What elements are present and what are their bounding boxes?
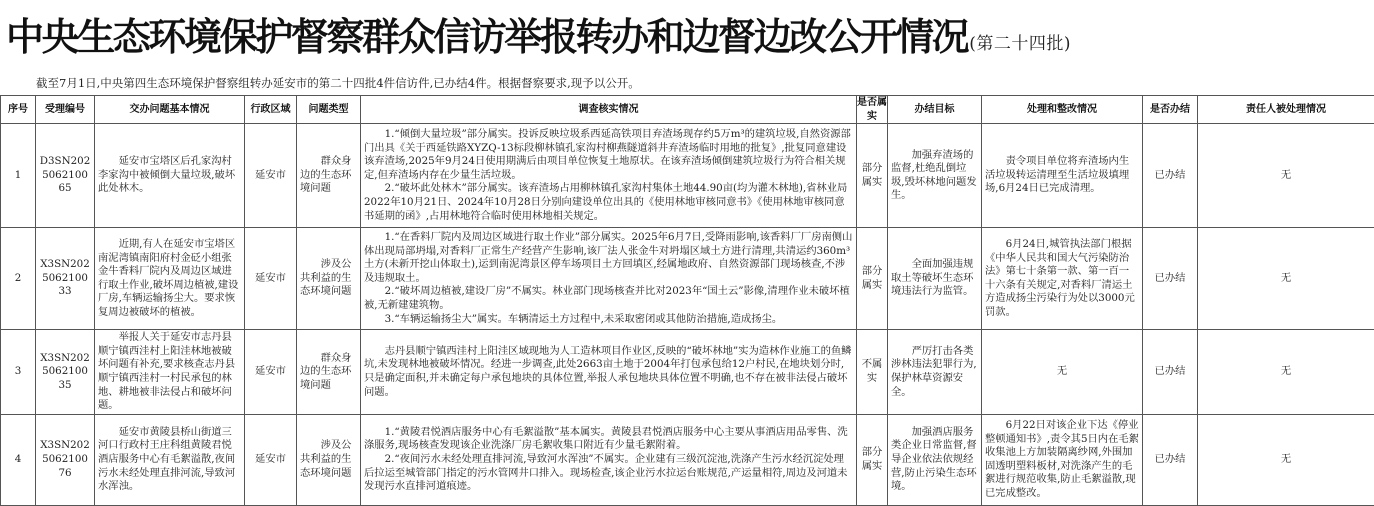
table-row [1,228,1374,330]
col-header-accountability: 责任人被处理情况 [1198,96,1374,124]
cell-findings [361,414,857,505]
cell-no: 2 [1,228,36,330]
col-header-region: 行政区域 [245,96,297,124]
finding-paragraph: 3.“车辆运输扬尘大”属实。车辆清运土方过程中,未采取密闭或其他防治措施,造成扬尘。 [364,313,853,327]
cell-handling: 无 [982,330,1143,415]
cell-no: 3 [1,330,36,415]
table-row [1,124,1374,228]
finding-paragraph: 2.“破坏此处林木”部分属实。该弃渣场占用柳林镇孔家沟村集体土地44.90亩(均为灌木林地),省林业局2022年10月21日、2024年10月28日分别向建设单位出具的《使用林地审核同意书》《使用林地审核同意书延期的函》,占用林地符合临时使用林地相关规定。 [364,182,853,223]
finding-paragraph: 1.“在香料厂院内及周边区域进行取土作业”部分属实。2025年6月7日,受降雨影响,该香料厂厂房南侧山体出现局部坍塌,对香料厂正常生产经营产生影响,该厂法人张金牛对坍塌区域土方进行清理,共清运约360m³土方(未新开挖山体取土),运到南泥湾景区停车场项目土方回填区,经属地政府、自然资源部门现场核查,不涉及违规取土。 [364,231,853,285]
cell-completed: 已办结 [1143,228,1198,330]
table-header-row [1,96,1374,124]
cell-accountability: 无 [1198,228,1374,330]
cell-completed: 已办结 [1143,414,1198,505]
cell-issue: 近期,有人在延安市宝塔区南泥湾镇南阳府村金砭小组张金牛香料厂院内及周边区域进行取土作业,破坏周边植被,建设厂房,车辆运输扬尘大。要求恢复周边被破坏的植被。 [95,228,245,330]
cell-goal: 严厉打击各类涉林违法犯罪行为,保护林草资源安全。 [888,330,982,415]
cell-findings [361,228,857,330]
intro-paragraph: 截至7月1日,中央第四生态环境保护督察组转办延安市的第二十四批4件信访件,已办结4件。根据督察要求,现予以公开。 [0,68,1374,95]
col-header-issue: 交办问题基本情况 [95,96,245,124]
cell-is-true: 不属实 [857,330,888,415]
finding-paragraph: 1.“黄陵君悦酒店服务中心有毛絮溢散”基本属实。黄陵县君悦酒店服务中心主要从事酒店用品零售、洗涤服务,现场核查发现该企业洗涤厂房毛絮收集口附近有少量毛絮附着。 [364,426,853,453]
cell-is-true: 部分属实 [857,228,888,330]
cell-region: 延安市 [245,124,297,228]
col-header-handling: 处理和整改情况 [982,96,1143,124]
cell-accountability: 无 [1198,330,1374,415]
table-row [1,330,1374,415]
cell-id: D3SN202506210065 [36,124,95,228]
cell-issue: 延安市黄陵县桥山街道三河口行政村王庄科组黄陵君悦酒店服务中心有毛絮溢散,夜间污水未经处理直排河流,导致河水浑浊。 [95,414,245,505]
cell-handling: 6月22日对该企业下达《停业整顿通知书》,责令其5日内在毛絮收集池上方加装隔离纱网,外围加固透明塑料板材,对洗涤产生的毛絮进行规范收集,防止毛絮溢散,现已完成整改。 [982,414,1143,505]
cell-id: X3SN202506210035 [36,330,95,415]
finding-paragraph: 志丹县顺宁镇西洼村上阳洼区域现地为人工造林项目作业区,反映的“破坏林地”实为造林作业施工的鱼鳞坑,未发现林地被破坏情况。经进一步调查,此处2663亩土地于2004年打包承包给12户村民,在地块划分时,只是确定面积,并未确定每户承包地块的具体位置,举报人承包地块具体位置不明确,也不存在被非法侵占破坏问题。 [364,345,853,399]
col-header-no: 序号 [1,96,36,124]
cell-accountability: 无 [1198,414,1374,505]
cell-handling: 6月24日,城管执法部门根据《中华人民共和国大气污染防治法》第七十条第一款、第一百一十六条有关规定,对香料厂清运土方造成扬尘污染行为处以3000元罚款。 [982,228,1143,330]
cell-issue: 延安市宝塔区后孔家沟村李家沟中被倾倒大量垃圾,破坏此处林木。 [95,124,245,228]
finding-paragraph: 2.“夜间污水未经处理直排河流,导致河水浑浊”不属实。企业建有三级沉淀池,洗涤产生污水经沉淀处理后拉运至城管部门指定的污水管网井口排入。现场检查,该企业污水拉运台账规范,产运量相符,周边及河道未发现污水直排河道痕迹。 [364,453,853,494]
cell-id: X3SN202506210033 [36,228,95,330]
cell-findings [361,330,857,415]
cell-is-true: 部分属实 [857,124,888,228]
finding-paragraph: 2.“破坏周边植被,建设厂房”不属实。林业部门现场核查并比对2023年“国土云”影像,清理作业未破坏植被,无新建建筑物。 [364,285,853,312]
cell-type: 涉及公共利益的生态环境问题 [297,414,361,505]
col-header-id: 受理编号 [36,96,95,124]
cell-goal: 加强酒店服务类企业日常监督,督导企业依法依规经营,防止污染生态环境。 [888,414,982,505]
col-header-goal: 办结目标 [888,96,982,124]
col-header-findings: 调查核实情况 [361,96,857,124]
cell-handling: 责令项目单位将弃渣场内生活垃圾转运清理至生活垃圾填埋场,6月24日已完成清理。 [982,124,1143,228]
cell-region: 延安市 [245,414,297,505]
page-subtitle: (第二十四批) [969,24,1071,64]
cell-completed: 已办结 [1143,124,1198,228]
page-title: 中央生态环境保护督察群众信访举报转办和边督边改公开情况 [6,10,967,64]
cell-accountability: 无 [1198,124,1374,228]
cell-id: X3SN202506210076 [36,414,95,505]
cell-type: 群众身边的生态环境问题 [297,330,361,415]
cell-goal: 全面加强违规取土等破坏生态环境违法行为监管。 [888,228,982,330]
col-header-is-true: 是否属实 [857,96,888,124]
finding-paragraph: 1.“倾倒大量垃圾”部分属实。投诉反映垃圾系西延高铁项目弃渣场现存约5万m³的建筑垃圾,自然资源部门出具《关于西延铁路XYZQ-13标段柳林镇孔家沟村柳燕隧道斜井弃渣场临时用地的批复》,批复同意建设该弃渣场,2025年9月24日使用期满后由项目单位恢复土地原状。在该弃渣场倾倒建筑垃圾行为符合相关规定,但弃渣场内存在少量生活垃圾。 [364,128,853,182]
cell-region: 延安市 [245,330,297,415]
col-header-type: 问题类型 [297,96,361,124]
table-row [1,414,1374,505]
cell-issue: 举报人关于延安市志丹县顺宁镇西洼村上阳洼林地被破坏问题有补充,要求核查志丹县顺宁镇西洼村一村民承包的林地、耕地被非法侵占和破坏问题。 [95,330,245,415]
report-table [0,95,1374,506]
cell-is-true: 部分属实 [857,414,888,505]
cell-type: 群众身边的生态环境问题 [297,124,361,228]
cell-findings [361,124,857,228]
col-header-completed: 是否办结 [1143,96,1198,124]
cell-type: 涉及公共利益的生态环境问题 [297,228,361,330]
cell-completed: 已办结 [1143,330,1198,415]
cell-no: 1 [1,124,36,228]
cell-region: 延安市 [245,228,297,330]
cell-no: 4 [1,414,36,505]
title-row [0,0,1374,64]
cell-goal: 加强弃渣场的监督,杜绝乱倒垃圾,毁坏林地问题发生。 [888,124,982,228]
